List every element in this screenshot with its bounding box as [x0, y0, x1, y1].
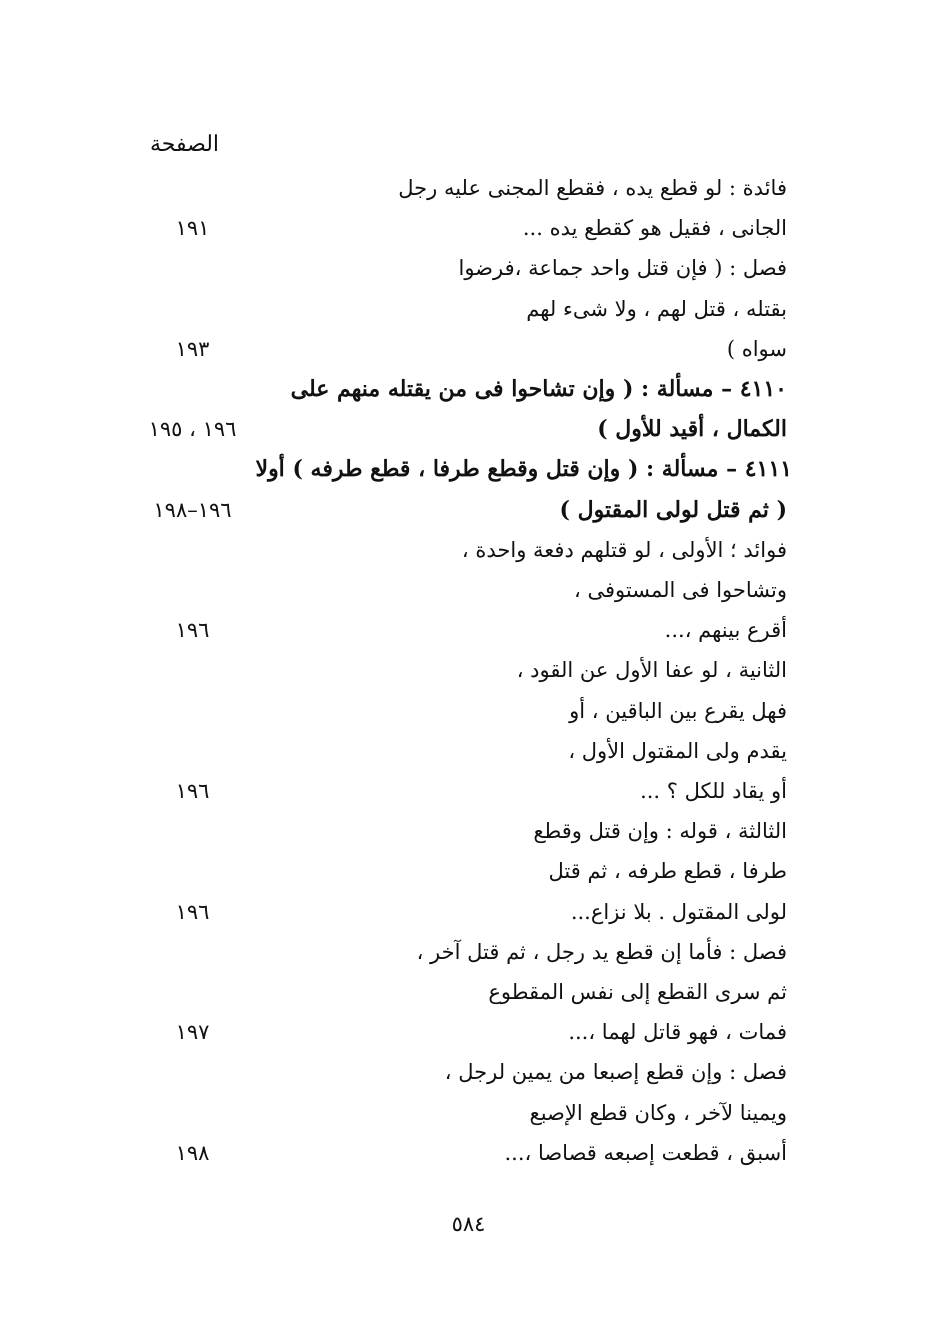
index-line [0, 773, 937, 813]
index-line [0, 1135, 937, 1175]
index-entry-text: الثالثة ، قوله : وإن قتل وقطع [533, 819, 787, 844]
index-entry-page: ١٩٦ [175, 618, 210, 643]
index-entry-text: فائدة : لو قطع يده ، فقطع المجنى عليه رجل [398, 176, 787, 200]
index-entry-text: ٤١١٠ – مسألة : ( وإن تشاحوا فى من يقتله منهم على [290, 376, 787, 402]
index-entry-text: أو يقاد للكل ؟ ... [640, 779, 787, 803]
index-line [0, 451, 937, 491]
index-line [0, 813, 937, 853]
page-number: ٥٨٤ [451, 1212, 486, 1236]
index-line [0, 974, 937, 1014]
index-line [0, 331, 937, 371]
index-entry-text: ( ثم قتل لولى المقتول ) [559, 496, 787, 523]
index-entry-page: ١٩٣ [175, 336, 210, 361]
index-line [0, 853, 937, 893]
index-line [0, 411, 937, 451]
index-entry-text: وتشاحوا فى المستوفى ، [574, 578, 787, 602]
index-line [0, 733, 937, 773]
index-line [0, 532, 937, 572]
index-line [0, 492, 937, 532]
index-entry-page: ١٩٦–١٩٨ [153, 497, 232, 522]
index-entry-page: ١٩٦ [175, 779, 210, 803]
index-entry-text: أقرع بينهم ،... [664, 618, 787, 643]
index-entry-text: ويمينا لآخر ، وكان قطع الإصبع [529, 1100, 787, 1125]
index-line [0, 1054, 937, 1094]
index-line [0, 1014, 937, 1054]
index-entry-text: ٤١١١ – مسألة : ( وإن قتل وقطع طرفا ، قطع طرفه ) أولا [255, 456, 792, 483]
index-line [0, 693, 937, 733]
index-entry-page: ١٩٦ [175, 899, 210, 924]
index-line [0, 371, 937, 411]
index-line [0, 291, 937, 331]
index-line [0, 210, 937, 250]
index-entry-text: بقتله ، قتل لهم ، ولا شىء لهم [526, 296, 787, 321]
index-entry-text: لولى المقتول . بلا نزاع... [570, 899, 787, 924]
index-line [0, 934, 937, 974]
index-entry-text: فمات ، فهو قاتل لهما ،... [568, 1020, 787, 1045]
index-entry-text: فهل يقرع بين الباقين ، أو [569, 698, 787, 723]
index-line [0, 894, 937, 934]
page-column-header: الصفحة [150, 132, 220, 157]
index-line [0, 612, 937, 652]
index-entry-text: فصل : فأما إن قطع يد رجل ، ثم قتل آخر ، [416, 939, 787, 964]
index-entry-text: الكمال ، أقيد للأول ) [597, 416, 787, 443]
index-entry-text: فوائد ؛ الأولى ، لو قتلهم دفعة واحدة ، [461, 537, 787, 562]
index-entry-text: فصل : ( فإن قتل واحد جماعة ،فرضوا [458, 256, 787, 281]
index-line [0, 572, 937, 612]
index-entry-page: ١٩٦ ، ١٩٥ [148, 417, 237, 442]
index-entry-text: يقدم ولى المقتول الأول ، [568, 738, 787, 763]
index-entry-text: فصل : وإن قطع إصبعا من يمين لرجل ، [444, 1060, 787, 1085]
index-line [0, 652, 937, 692]
index-entry-text: طرفا ، قطع طرفه ، ثم قتل [548, 859, 787, 884]
index-line [0, 250, 937, 290]
index-entry-text: الجانى ، فقيل هو كقطع يده ... [522, 216, 787, 241]
index-entry-page: ١٩٧ [175, 1020, 210, 1045]
index-entry-page: ١٩١ [175, 216, 210, 241]
index-entry-text: أسبق ، قطعت إصبعه قصاصا ،... [504, 1140, 787, 1165]
index-line [0, 170, 937, 210]
index-entry-text: ثم سرى القطع إلى نفس المقطوع [488, 980, 787, 1004]
index-entry-page: ١٩٨ [175, 1140, 210, 1165]
index-entry-text: الثانية ، لو عفا الأول عن القود ، [516, 658, 787, 683]
index-entry-text: سواه ) [726, 336, 787, 361]
index-line [0, 1095, 937, 1135]
